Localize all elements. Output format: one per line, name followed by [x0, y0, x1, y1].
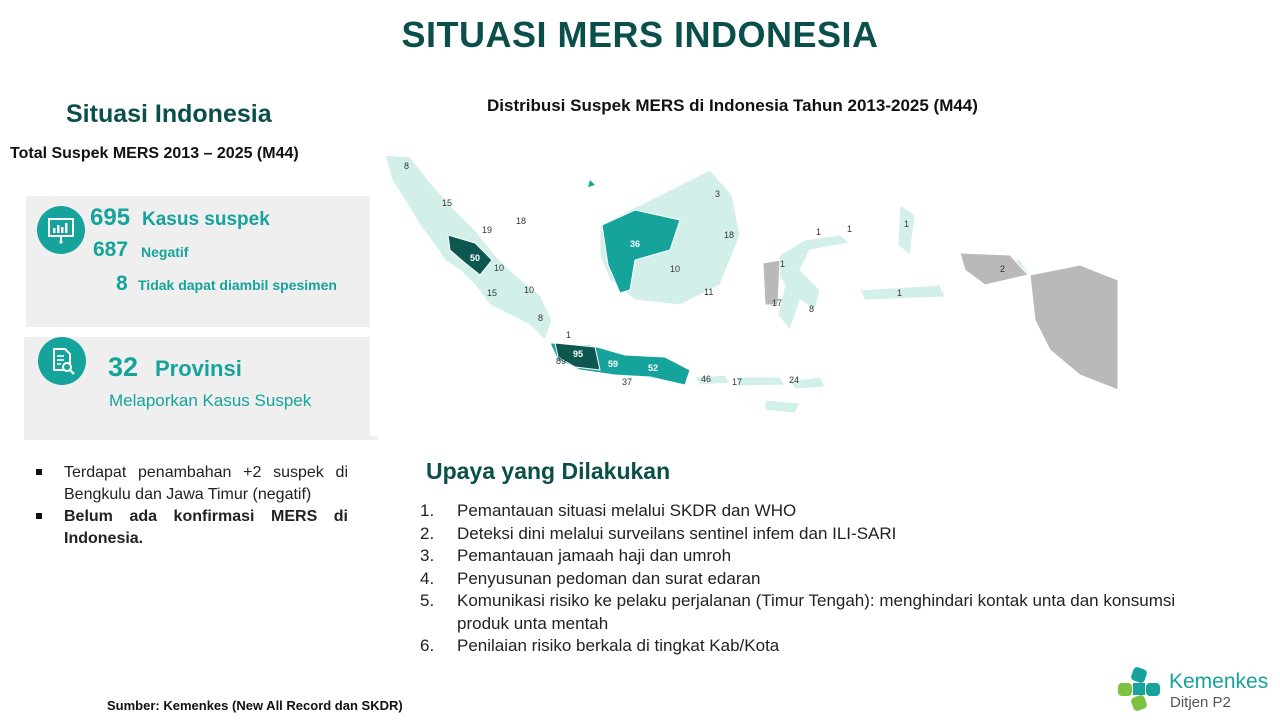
upaya-item: 5. Komunikasi risiko ke pelaku perjalanan (Timur Tengah): menghindari kontak unta dan konsumsi produk unta mentah [420, 591, 1176, 633]
upaya-item: 6. Penilaian risiko berkala di tingkat Kab/Kota [420, 636, 780, 655]
upaya-list [420, 500, 1190, 658]
map-label: 1 [780, 259, 786, 269]
map-label: 19 [482, 225, 493, 235]
map-label: 11 [704, 287, 714, 297]
provinsi-sub-label: Melaporkan Kasus Suspek [109, 391, 312, 410]
suspek-label: Kasus suspek [142, 209, 270, 230]
page-title: SITUASI MERS INDONESIA [401, 14, 879, 55]
map-label: 17 [772, 298, 783, 308]
provinsi-panel-edge [24, 436, 378, 440]
map-label: 1 [816, 227, 822, 237]
document-search-icon [38, 337, 86, 385]
map-label: 8 [538, 313, 544, 323]
map-label: 46 [701, 374, 712, 384]
upaya-heading: Upaya yang Dilakukan [426, 458, 671, 484]
map-label: 8 [809, 304, 815, 314]
negatif-count: 687 [93, 238, 129, 261]
map-label: 15 [487, 288, 498, 298]
map-label: 10 [524, 285, 535, 295]
map-label: 15 [442, 198, 453, 208]
situasi-heading: Situasi Indonesia [66, 100, 272, 128]
negatif-label: Negatif [141, 244, 189, 260]
map-label: 37 [622, 377, 633, 387]
tidak-spesimen-count: 8 [116, 272, 128, 295]
indonesia-map [380, 145, 1120, 430]
map-title: Distribusi Suspek MERS di Indonesia Tahun 2013-2025 (M44) [487, 96, 978, 115]
map-label: 24 [789, 375, 800, 385]
map-label: 18 [724, 230, 735, 240]
logo-name: Kemenkes [1169, 670, 1269, 693]
note-item: Terdapat penambahan +2 suspek di Bengkulu dan Jawa Timur (negatif) [34, 462, 348, 506]
map-label: 2 [1000, 264, 1006, 274]
note-item: Belum ada konfirmasi MERS di Indonesia. [34, 506, 348, 550]
provinsi-label: Provinsi [155, 356, 242, 381]
source-note: Sumber: Kemenkes (New All Record dan SKDR) [107, 698, 403, 713]
suspek-count: 695 [90, 204, 131, 231]
map-label: 36 [630, 239, 641, 249]
notes-list [34, 462, 348, 550]
map-label: 3 [715, 189, 721, 199]
map-label: 89 [556, 356, 567, 366]
map-label: 8 [404, 161, 410, 171]
logo-sub: Ditjen P2 [1170, 694, 1231, 711]
upaya-item: 4. Penyusunan pedoman dan surat edaran [420, 568, 761, 588]
upaya-item: 3. Pemantauan jamaah haji dan umroh [420, 546, 732, 565]
map-label: 10 [670, 264, 681, 274]
upaya-item: 2. Deteksi dini melalui surveilans sentinel infem dan ILI-SARI [420, 523, 897, 543]
provinsi-count: 32 [108, 352, 139, 382]
map-label: 59 [608, 359, 619, 369]
kemenkes-logo-icon [1116, 666, 1164, 712]
map-label: 17 [732, 377, 743, 387]
tidak-spesimen-label: Tidak dapat diambil spesimen [138, 277, 337, 293]
map-label: 50 [470, 253, 481, 263]
total-suspek-title: Total Suspek MERS 2013 – 2025 (M44) [10, 145, 299, 162]
map-label: 10 [494, 263, 505, 273]
map-label: 52 [648, 363, 659, 373]
map-label: 18 [516, 216, 527, 226]
presentation-chart-icon [37, 206, 85, 254]
map-label: 1 [566, 330, 572, 340]
map-label: 1 [904, 219, 910, 229]
upaya-item: 1. Pemantauan situasi melalui SKDR dan WHO [420, 501, 797, 520]
map-label: 1 [847, 224, 853, 234]
map-label: 1 [897, 288, 903, 298]
map-label: 95 [573, 349, 584, 359]
